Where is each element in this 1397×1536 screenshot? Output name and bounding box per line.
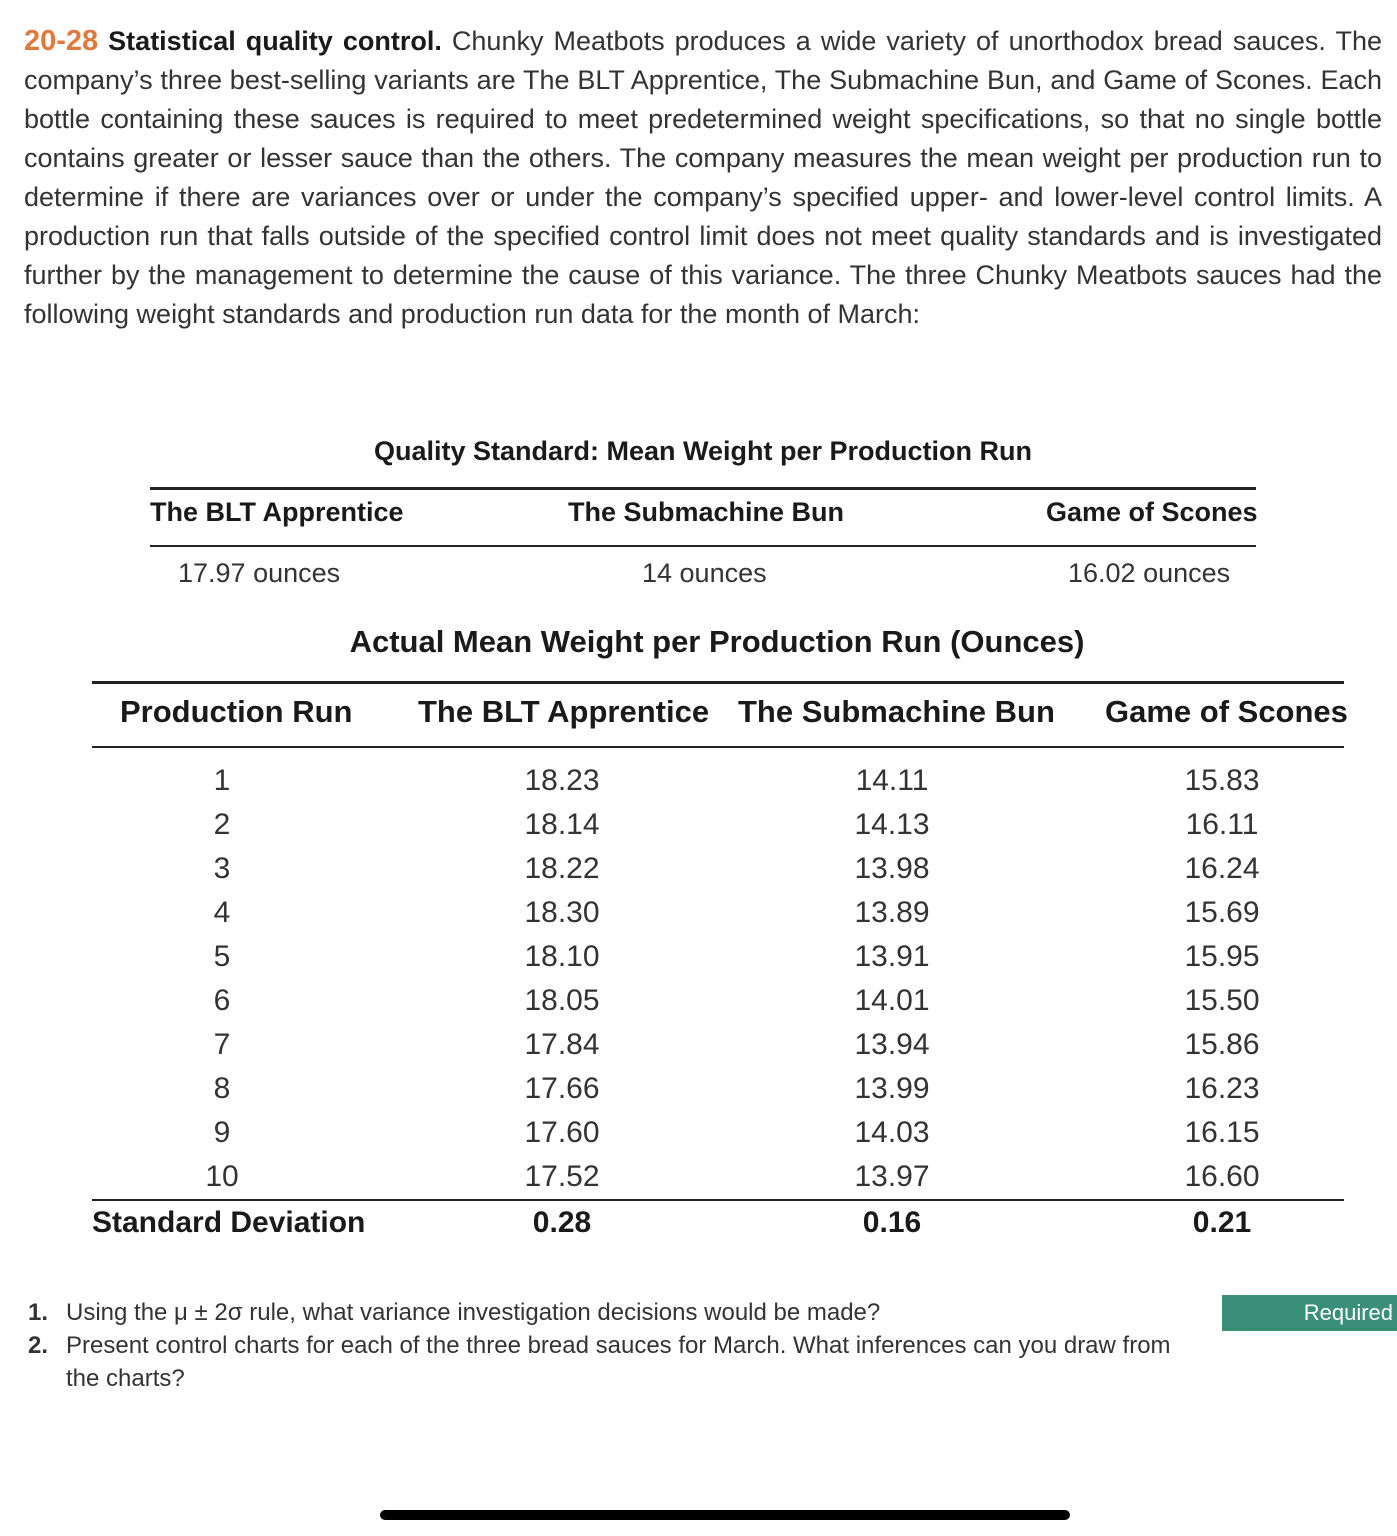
table-row [92, 1112, 1342, 1156]
blt-value: 17.60 [524, 1116, 600, 1149]
blt-value: 18.14 [524, 808, 600, 841]
scones-value: 15.83 [1184, 764, 1260, 797]
submachine-value: 13.91 [854, 940, 930, 973]
standard-table-mid-rule [150, 545, 1256, 547]
table-row [92, 804, 1342, 848]
std-dev-scones: 0.21 [1192, 1206, 1252, 1239]
scones-value: 15.69 [1184, 896, 1260, 929]
run-number: 7 [213, 1028, 231, 1061]
table-row [92, 892, 1342, 936]
submachine-value: 13.89 [854, 896, 930, 929]
blt-value: 18.10 [524, 940, 600, 973]
submachine-value: 13.99 [854, 1072, 930, 1105]
question-text: Using the μ ± 2σ rule, what variance investigation decisions would be made? [66, 1299, 881, 1326]
submachine-value: 13.94 [854, 1028, 930, 1061]
std-dev-label: Standard Deviation [92, 1206, 366, 1239]
standard-value-blt: 17.97 ounces [178, 558, 341, 588]
run-number: 1 [213, 764, 231, 797]
table-row [92, 1068, 1342, 1112]
question-item [28, 1296, 1178, 1329]
run-number: 3 [213, 852, 231, 885]
standard-header-scones: Game of Scones [1046, 497, 1258, 527]
question-number: 1. [28, 1299, 49, 1326]
table-row [92, 980, 1342, 1024]
scones-value: 15.95 [1184, 940, 1260, 973]
std-dev-submachine: 0.16 [862, 1206, 922, 1239]
scones-value: 15.86 [1184, 1028, 1260, 1061]
blt-value: 17.84 [524, 1028, 600, 1061]
scones-value: 15.50 [1184, 984, 1260, 1017]
std-dev-blt: 0.28 [532, 1206, 592, 1239]
question-item [28, 1329, 1178, 1395]
scones-value: 16.23 [1184, 1072, 1260, 1105]
blt-value: 17.52 [524, 1160, 600, 1193]
submachine-value: 14.01 [854, 984, 930, 1017]
problem-number: 20-28 [24, 25, 99, 57]
run-number: 6 [213, 984, 231, 1017]
run-number: 4 [213, 896, 231, 929]
question-text: Present control charts for each of the three bread sauces for March. What inferences can you draw from the charts? [66, 1332, 1171, 1392]
submachine-value: 13.97 [854, 1160, 930, 1193]
standard-value-scones: 16.02 ounces [1068, 558, 1231, 588]
std-dev-row [92, 1204, 1342, 1248]
scones-value: 16.11 [1185, 808, 1259, 841]
standard-header-submachine: The Submachine Bun [568, 497, 845, 527]
actual-table-header-rule [92, 746, 1344, 748]
blt-value: 17.66 [524, 1072, 600, 1105]
standard-table-top-rule [150, 487, 1256, 490]
scones-value: 16.24 [1184, 852, 1260, 885]
standard-header-blt: The BLT Apprentice [150, 497, 404, 527]
submachine-value: 14.03 [854, 1116, 930, 1149]
table-row [92, 1156, 1342, 1200]
scones-value: 16.15 [1184, 1116, 1260, 1149]
table-row [92, 936, 1342, 980]
actual-header-submachine: The Submachine Bun [738, 694, 1055, 729]
questions-list [28, 1296, 1178, 1395]
blt-value: 18.22 [524, 852, 600, 885]
blt-value: 18.23 [524, 764, 600, 797]
actual-header-scones: Game of Scones [1105, 694, 1348, 729]
blt-value: 18.30 [524, 896, 600, 929]
table-row [92, 1024, 1342, 1068]
run-number: 10 [205, 1160, 239, 1193]
standard-value-submachine: 14 ounces [642, 558, 767, 588]
required-button[interactable]: Required [1222, 1295, 1397, 1331]
run-number: 2 [213, 808, 231, 841]
home-indicator[interactable] [380, 1510, 1070, 1520]
blt-value: 18.05 [524, 984, 600, 1017]
question-number: 2. [28, 1332, 49, 1359]
actual-table-top-rule [92, 681, 1344, 684]
actual-table-body [92, 760, 1342, 1200]
actual-table-bottom-rule [92, 1199, 1344, 1201]
run-number: 9 [213, 1116, 231, 1149]
problem-title: Statistical quality control. [108, 26, 442, 56]
actual-header-run: Production Run [120, 694, 353, 729]
standard-table-title: Quality Standard: Mean Weight per Production Run [373, 436, 1033, 466]
actual-table-title: Actual Mean Weight per Production Run (Ounces) [349, 624, 1085, 659]
submachine-value: 14.11 [855, 764, 929, 797]
problem-statement [24, 22, 1382, 334]
problem-body: Chunky Meatbots produces a wide variety of unorthodox bread sauces. The company’s three best-selling variants are The BLT Apprentice, The Submachine Bun, and Game of Scones. Each bottle containing these sauces is required to meet predetermined weight specifications, so that no single bottle contains greater or lesser sauce than the others. The company measures the mean weight per production run to determine if there are variances over or under the company’s specified upper- and lower-level control limits. A production run that falls outside of the specified control limit does not meet quality standards and is investigated further by the management to determine the cause of this variance. The three Chunky Meatbots sauces had the following weight standards and production run data for the month of March: [24, 26, 1383, 329]
submachine-value: 14.13 [854, 808, 930, 841]
run-number: 8 [213, 1072, 231, 1105]
run-number: 5 [213, 940, 231, 973]
table-row [92, 848, 1342, 892]
table-row [92, 760, 1342, 804]
actual-header-blt: The BLT Apprentice [418, 694, 710, 729]
submachine-value: 13.98 [854, 852, 930, 885]
scones-value: 16.60 [1184, 1160, 1260, 1193]
